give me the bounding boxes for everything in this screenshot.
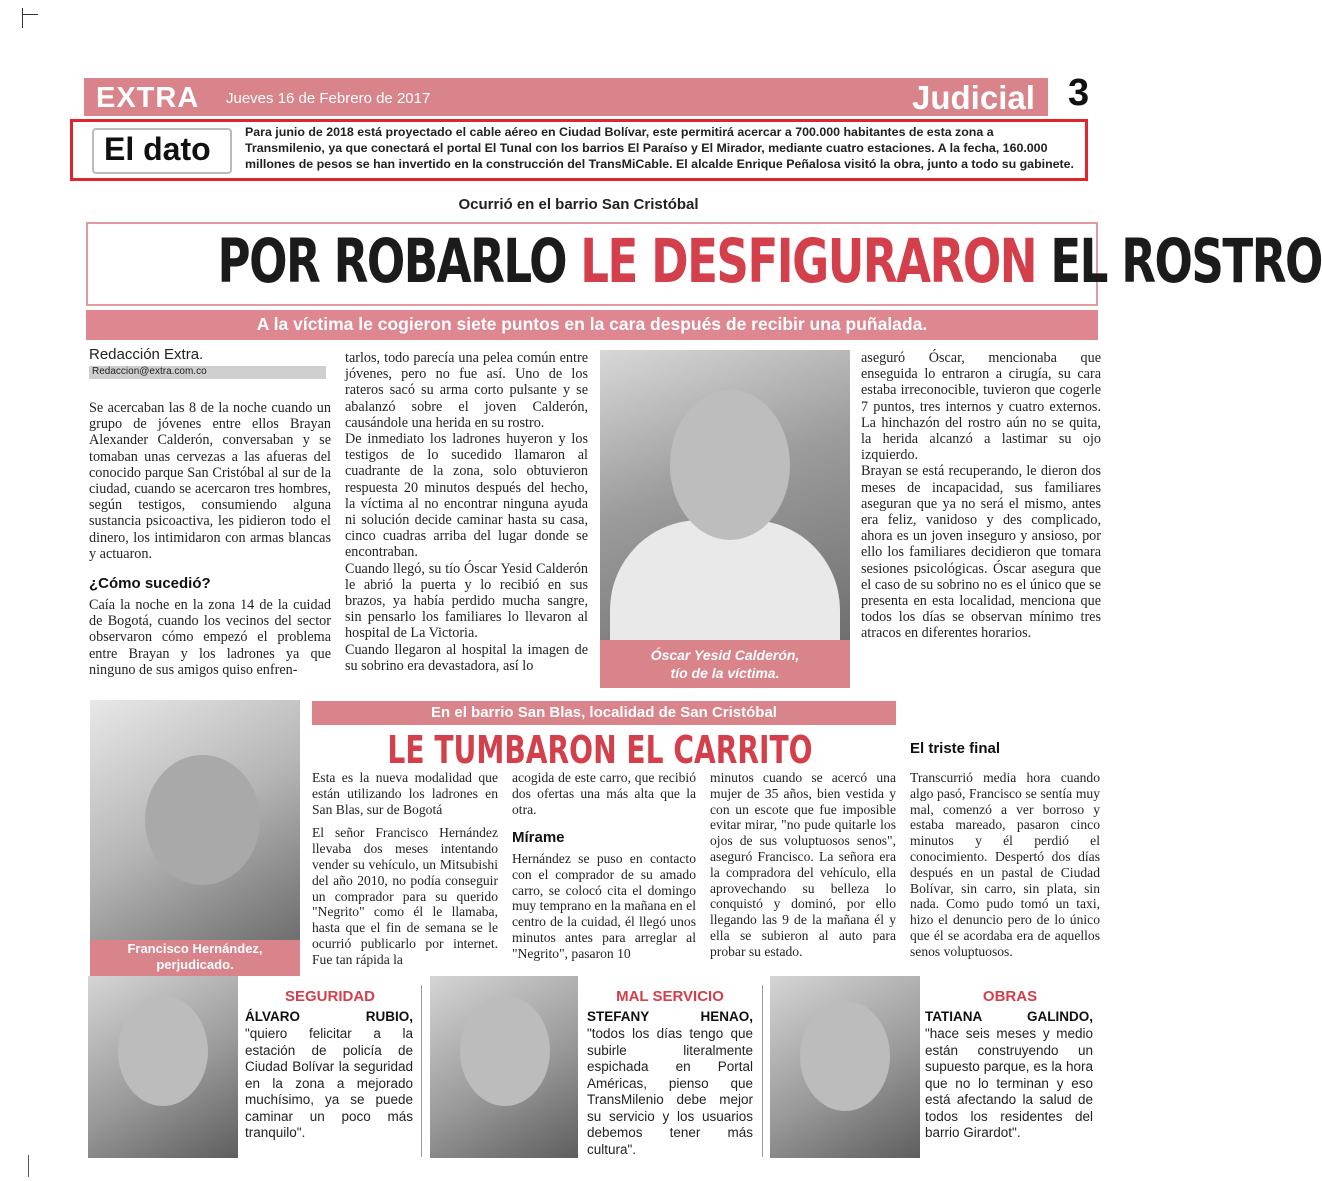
- caption-line: Francisco Hernández,: [127, 941, 263, 956]
- opinion-quote: "todos los días tengo que subirle literalmente espichada en Portal Américas, pienso que TransMilenio debe mejor su servicio y los usuarios debemos tener más cultura".: [587, 1026, 753, 1157]
- article-paragraph: El señor Francisco Hernández llevaba dos meses intentando vender su vehículo, un Mitsubishi del año 2010, no podía conseguir un comprador para su querido "Negrito" como él le llamaba, hasta que el fin de semana se le ocurrió publicarlo por internet. Fue tan rápida la: [312, 825, 498, 967]
- photo-face: [670, 390, 790, 540]
- opinion-category: MAL SERVICIO: [616, 988, 724, 1005]
- caption-line: Óscar Yesid Calderón,: [650, 647, 800, 663]
- main-headline: [217, 226, 1322, 298]
- article-paragraph: Cuando llegó, su tío Óscar Yesid Calderón le abrió la puerta y lo recibió en sus brazos, ya había perdido mucha sangre, sin pensarlo los familiares lo llevaron al hospital de La Victoria.: [345, 560, 588, 642]
- el-dato-text: Para junio de 2018 está proyectado el cable aéreo en Ciudad Bolívar, este permitirá acercar a 700.000 habitantes de esta zona a Transmilenio, ya que conectará el portal El Tunal con los barrios El Paraíso y El Mirador, mediante cuatro estaciones. A la fecha, 160.000 millones de pesos se han invertido en la construcción del TransMiCable. El alcalde Enrique Peñalosa visitó la obra, junto a todo su gabinete.: [245, 125, 1074, 171]
- page-number: 3: [1068, 72, 1090, 114]
- photo-face: [800, 1001, 890, 1111]
- newspaper-logo: EXTRA: [96, 82, 200, 114]
- article-column-4: [861, 350, 1101, 642]
- photo-figure: [610, 520, 840, 660]
- photo-caption: [600, 646, 850, 682]
- article-paragraph: Caía la noche en la zona 14 de la cuidad de Bogotá, cuando los vecinos del sector observaron cómo empezó el problema entre Brayan y los ladrones ya que ninguno de sus amigos quiso enfren-: [89, 597, 331, 678]
- article-subheading: Mírame: [512, 829, 565, 846]
- divider: [762, 985, 763, 1157]
- opinion-photo: [430, 976, 578, 1158]
- crop-mark: [22, 14, 38, 15]
- caption-line: tío de la víctima.: [670, 665, 780, 681]
- opinion-quote: "hace seis meses y medio están construyendo un supuesto parque, es la hora que no lo terminan y eso está afectando la salud de todos los residentes del barrio Girardot".: [925, 1026, 1093, 1140]
- crop-mark: [22, 8, 23, 28]
- divider: [421, 985, 422, 1157]
- opinion-photo: [88, 976, 238, 1158]
- opinion-name: ÁLVARO RUBIO,: [245, 1009, 413, 1024]
- second-headline: LE TUMBARON EL CARRITO: [387, 728, 813, 772]
- article-paragraph: Cuando llegaron al hospital la imagen de su sobrino era devastadora, así lo: [345, 641, 588, 674]
- caption-line: perjudicado.: [156, 957, 234, 972]
- article-paragraph: Transcurrió media hora cuando algo pasó, Francisco se sentía muy mal, comenzó a ver borroso y estaba mareado, pasaron cinco minutos y él perdió el conocimiento. Despertó dos días después en un pastal de Ciudad Bolívar, sin carro, sin plata, sin nada. Como pudo tomó un taxi, hizo el denuncio pero de lo único que él se acordaba era de aquellos senos voluptuosos.: [910, 770, 1100, 959]
- photo-face: [118, 996, 208, 1106]
- photo-caption: [90, 941, 300, 973]
- section-title: Judicial: [912, 79, 1035, 116]
- article-paragraph: Se acercaban las 8 de la noche cuando un grupo de jóvenes entre ellos Brayan Alexander Calderón, conversaban y se tomaban unas cervezas a las afueras del conocido parque San Cristóbal al sur de la ciudad, cuando se acercaron tres hombres, según testigos, consumiendo alguna sustancia psicoactiva, les pidieron todo el dinero, los intimidaron con armas blancas y actuaron.: [89, 400, 331, 562]
- article-column-1: [89, 400, 331, 562]
- article-subheading: ¿Cómo sucedió?: [89, 575, 211, 592]
- second-column-3: [710, 770, 896, 960]
- opinion-name: STEFANY HENAO,: [587, 1009, 753, 1024]
- opinion-category: OBRAS: [982, 988, 1038, 1005]
- opinion-name: TATIANA GALINDO,: [925, 1009, 1093, 1024]
- photo-francisco-hernandez: [90, 700, 300, 940]
- second-column-4: [910, 770, 1100, 960]
- main-kicker: Ocurrió en el barrio San Cristóbal: [458, 196, 699, 213]
- second-kicker: En el barrio San Blas, localidad de San Cristóbal: [431, 704, 777, 721]
- article-paragraph: Brayan se está recuperando, le dieron dos meses de incapacidad, sus familiares aseguran que ya no será el mismo, antes era feliz, vanidoso y des complicado, ahora es un joven inseguro y ansioso, por ello los familiares decidieron que tomara sesiones psicológicas. Óscar asegura que el caso de su sobrino no es el único que se presenta en esta localidad, menciona que todos los días se observan mínimo tres atracos en diferentes horarios.: [861, 463, 1101, 642]
- article-paragraph: acogida de este carro, que recibió dos ofertas una más alta que la otra.: [512, 770, 696, 817]
- photo-face: [145, 755, 260, 885]
- photo-face: [460, 996, 550, 1106]
- article-paragraph: Esta es la nueva modalidad que están utilizando los ladrones en San Blas, sur de Bogotá: [312, 770, 498, 817]
- photo-oscar-calderon: [600, 350, 850, 640]
- opinion-category: SEGURIDAD: [284, 988, 375, 1005]
- second-column-2: [512, 770, 696, 817]
- crop-mark: [28, 1155, 29, 1177]
- opinion-photo: [770, 976, 920, 1158]
- article-paragraph: De inmediato los ladrones huyeron y los testigos de lo sucedido llamaron al cuadrante de la zona, solo obtuvieron respuesta 20 minutos después del hecho, la víctima al no encontrar ninguna ayuda ni solución decide caminar hasta su casa, cinco cuadras arriba del lugar donde se encontraban.: [345, 431, 588, 561]
- byline-email: Redaccion@extra.com.co: [92, 366, 207, 377]
- article-subheading: El triste final: [910, 740, 1001, 757]
- byline: Redacción Extra.: [89, 346, 204, 363]
- headline-part-red: LE DESFIGURARON: [580, 226, 1037, 297]
- article-paragraph: tarlos, todo parecía una pelea común entre jóvenes, pero no fue así. Uno de los rateros sacó su arma corto pulsante y se abalanzó sobre el joven Calderón, causándole una herida en su rostro.: [345, 350, 588, 431]
- article-column-1b: [89, 597, 331, 678]
- headline-part: EL ROSTRO: [1036, 226, 1322, 297]
- article-paragraph: aseguró Óscar, mencionaba que enseguida lo entraron a cirugía, su cara estaba irreconocible, tuvieron que cogerle 7 puntos, tres internos y cuatro externos. La hinchazón del rostro aún no se quita, la herida alcanzó a lastimar su ojo izquierdo.: [861, 350, 1101, 464]
- headline-part: POR ROBARLO: [217, 226, 581, 297]
- issue-date: Jueves 16 de Febrero de 2017: [226, 90, 431, 107]
- article-paragraph: minutos cuando se acercó una mujer de 35 años, bien vestida y con un escote que fue imposible evitar mirar, "no pude quitarle los ojos de sus voluptuosos senos", aseguró Francisco. La señora era la compradora del vehículo, ella aprovechando su belleza lo conquistó y dominó, por ello llegando las 9 de la mañana él y ella se subieron al auto para probar su estado.: [710, 770, 896, 959]
- second-column-2b: [512, 851, 696, 962]
- opinion-quote: "quiero felicitar a la estación de policía de Ciudad Bolívar la seguridad en la zona a mejorado muchísimo, ya se puede caminar un poco más tranquilo".: [245, 1026, 413, 1140]
- second-column-1: [312, 770, 498, 968]
- main-subhead: A la víctima le cogieron siete puntos en la cara después de recibir una puñalada.: [256, 314, 928, 334]
- el-dato-label: El dato: [104, 131, 211, 167]
- article-column-2: [345, 350, 588, 674]
- article-paragraph: Hernández se puso en contacto con el comprador de su amado carro, se colocó cita el domingo muy temprano en la mañana en el centro de la cuidad, él llegó unos minutos antes para arreglar al "Negrito", pasaron 10: [512, 851, 696, 961]
